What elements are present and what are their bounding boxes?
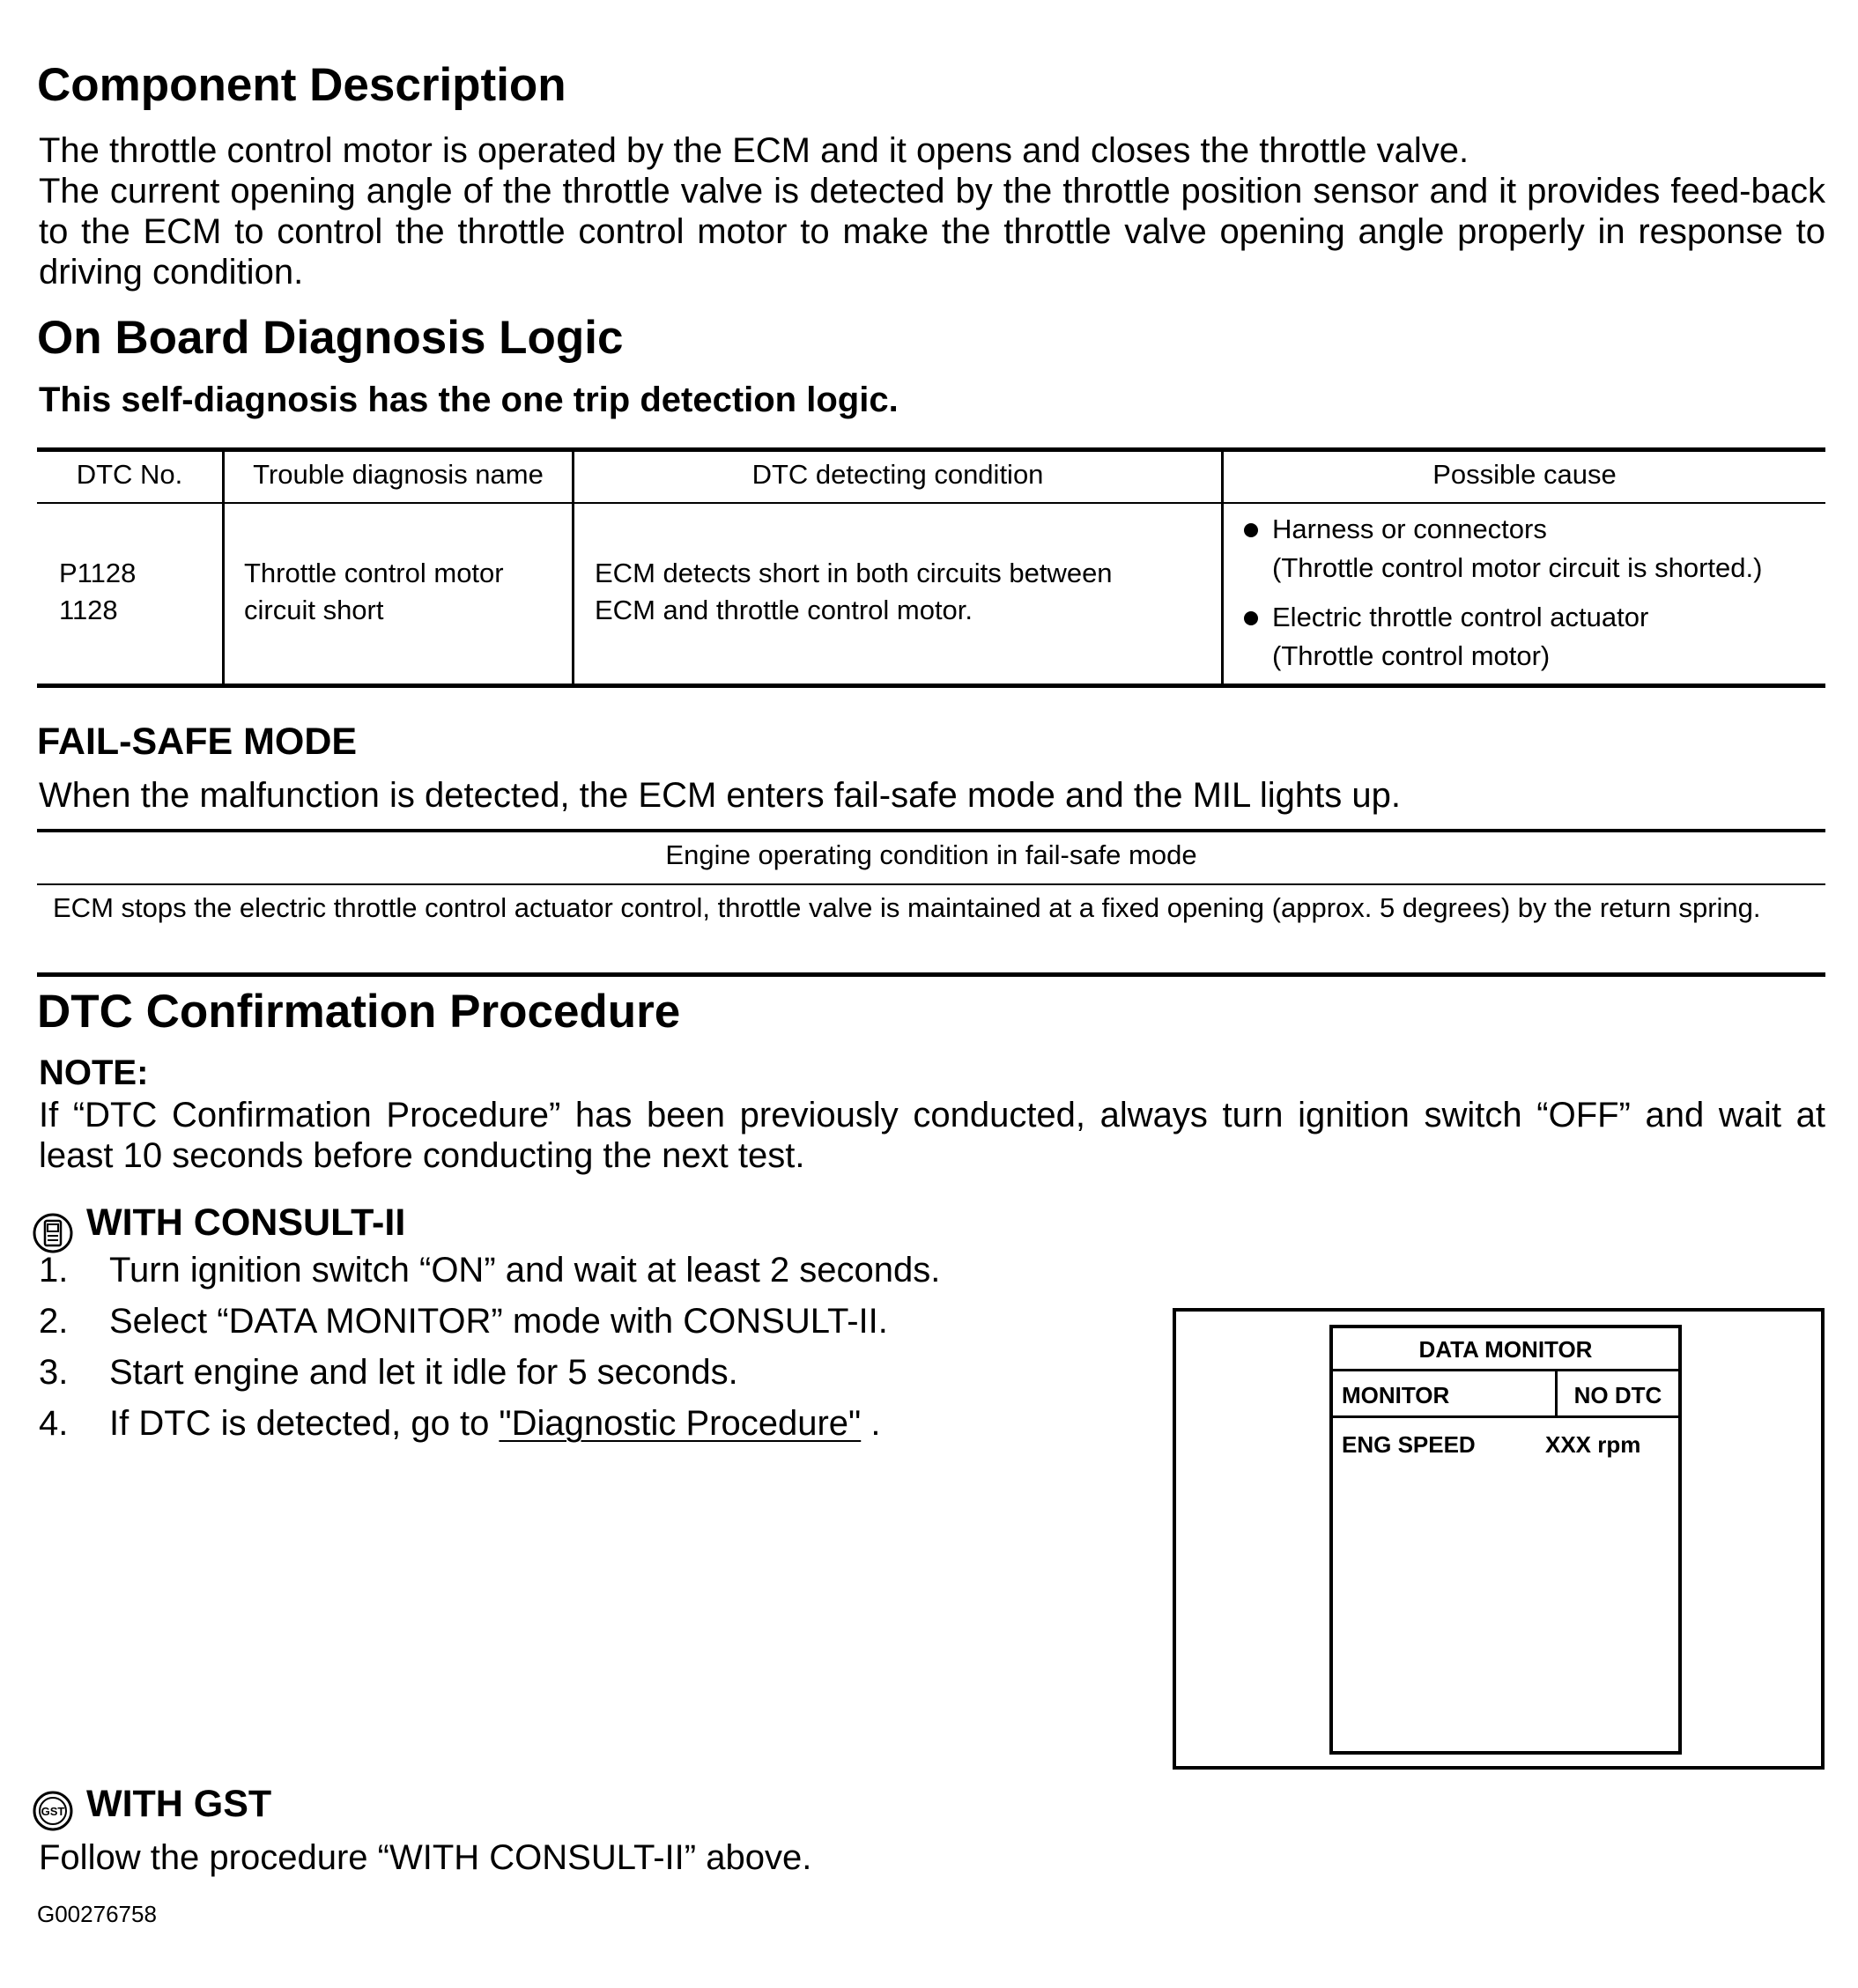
step-number: 3. — [39, 1353, 69, 1392]
fail-safe-table-top-rule — [37, 829, 1825, 832]
step-text-before: If DTC is detected, go to — [109, 1404, 500, 1443]
table-cell-name-line1: Throttle control motor — [244, 558, 504, 588]
data-monitor-item-label: ENG SPEED — [1342, 1431, 1476, 1458]
gst-icon — [32, 1790, 74, 1836]
component-description-para1: The throttle control motor is operated by the ECM and it opens and closes the throttle valve. — [39, 131, 1469, 170]
note-label: NOTE: — [39, 1053, 149, 1092]
diagnostic-procedure-link[interactable]: "Diagnostic Procedure" — [499, 1404, 862, 1443]
step-text-after: . — [861, 1404, 881, 1443]
fail-safe-text: When the malfunction is detected, the ECM enters fail-safe mode and the MIL lights up. — [39, 776, 1401, 815]
step-text: Turn ignition switch “ON” and wait at least 2 seconds. — [109, 1251, 941, 1290]
table-cell-cause-2-detail: (Throttle control motor) — [1272, 640, 1551, 671]
gst-icon-label: GST — [41, 1805, 65, 1818]
table-cell-dtc-number: 1128 — [59, 595, 118, 625]
note-text: If “DTC Confirmation Procedure” has been previously conducted, always turn ignition switch “OFF” and wait at least 10 seconds before conducting the next test. — [39, 1096, 1825, 1175]
table-cell-condition-line1: ECM detects short in both circuits between — [595, 558, 1113, 588]
data-monitor-status: NO DTC — [1573, 1382, 1662, 1408]
bullet-icon — [1244, 611, 1258, 625]
fail-safe-table-header: Engine operating condition in fail-safe mode — [665, 839, 1197, 870]
fail-safe-table-header-rule — [37, 883, 1825, 885]
table-cell-cause-2-title: Electric throttle control actuator — [1272, 602, 1649, 632]
table-header-trouble-name: Trouble diagnosis name — [253, 459, 544, 490]
table-cell-condition-line2: ECM and throttle control motor. — [595, 595, 973, 625]
table-cell-cause-1-detail: (Throttle control motor circuit is shorted.) — [1272, 552, 1763, 583]
step-text: Select “DATA MONITOR” mode with CONSULT-II. — [109, 1302, 888, 1341]
data-monitor-item-value: XXX rpm — [1545, 1431, 1641, 1458]
table-top-rule — [37, 447, 1825, 452]
fail-safe-table-body: ECM stops the electric throttle control actuator control, throttle valve is maintained at a fixed opening (approx. 5 degrees) by the return spring. — [53, 892, 1761, 923]
dtc-confirmation-heading: DTC Confirmation Procedure — [37, 986, 681, 1038]
table-cell-dtc-code: P1128 — [59, 558, 137, 588]
table-header-possible-cause: Possible cause — [1432, 459, 1617, 490]
data-monitor-title: DATA MONITOR — [1418, 1336, 1593, 1363]
table-cell-name-line2: circuit short — [244, 595, 384, 625]
component-description-heading: Component Description — [37, 59, 566, 111]
table-cell-cause-1-title: Harness or connectors — [1272, 514, 1547, 544]
fail-safe-table-bottom-rule — [37, 972, 1825, 977]
data-monitor-screen — [1329, 1325, 1682, 1755]
data-monitor-monitor-label: MONITOR — [1342, 1382, 1450, 1408]
step-text: Start engine and let it idle for 5 seconds. — [109, 1353, 738, 1392]
bullet-icon — [1244, 523, 1258, 537]
table-header-rule — [37, 502, 1825, 504]
obd-logic-heading: On Board Diagnosis Logic — [37, 312, 624, 364]
table-header-dtc-no: DTC No. — [76, 459, 183, 490]
obd-logic-subheading: This self-diagnosis has the one trip detection logic. — [39, 381, 899, 419]
figure-id: G00276758 — [37, 1901, 157, 1927]
step-number: 4. — [39, 1404, 69, 1443]
table-bottom-rule — [37, 684, 1825, 688]
table-header-condition: DTC detecting condition — [751, 459, 1044, 490]
fail-safe-heading: FAIL-SAFE MODE — [37, 721, 358, 763]
step-number: 1. — [39, 1251, 69, 1290]
with-consult-heading: WITH CONSULT-II — [86, 1201, 406, 1244]
data-monitor-title-bar — [1333, 1328, 1678, 1371]
step-number: 2. — [39, 1302, 69, 1341]
with-gst-heading: WITH GST — [86, 1783, 272, 1825]
component-description-para2: The current opening angle of the throttle valve is detected by the throttle position sensor and it provides feed-back to the ECM to control the throttle control motor to make the throttle valve opening angle properly in response to driving condition. — [39, 172, 1825, 292]
step-text-with-link — [109, 1404, 880, 1444]
with-gst-text: Follow the procedure “WITH CONSULT-II” above. — [39, 1838, 812, 1877]
data-monitor-header-row — [1333, 1371, 1678, 1418]
